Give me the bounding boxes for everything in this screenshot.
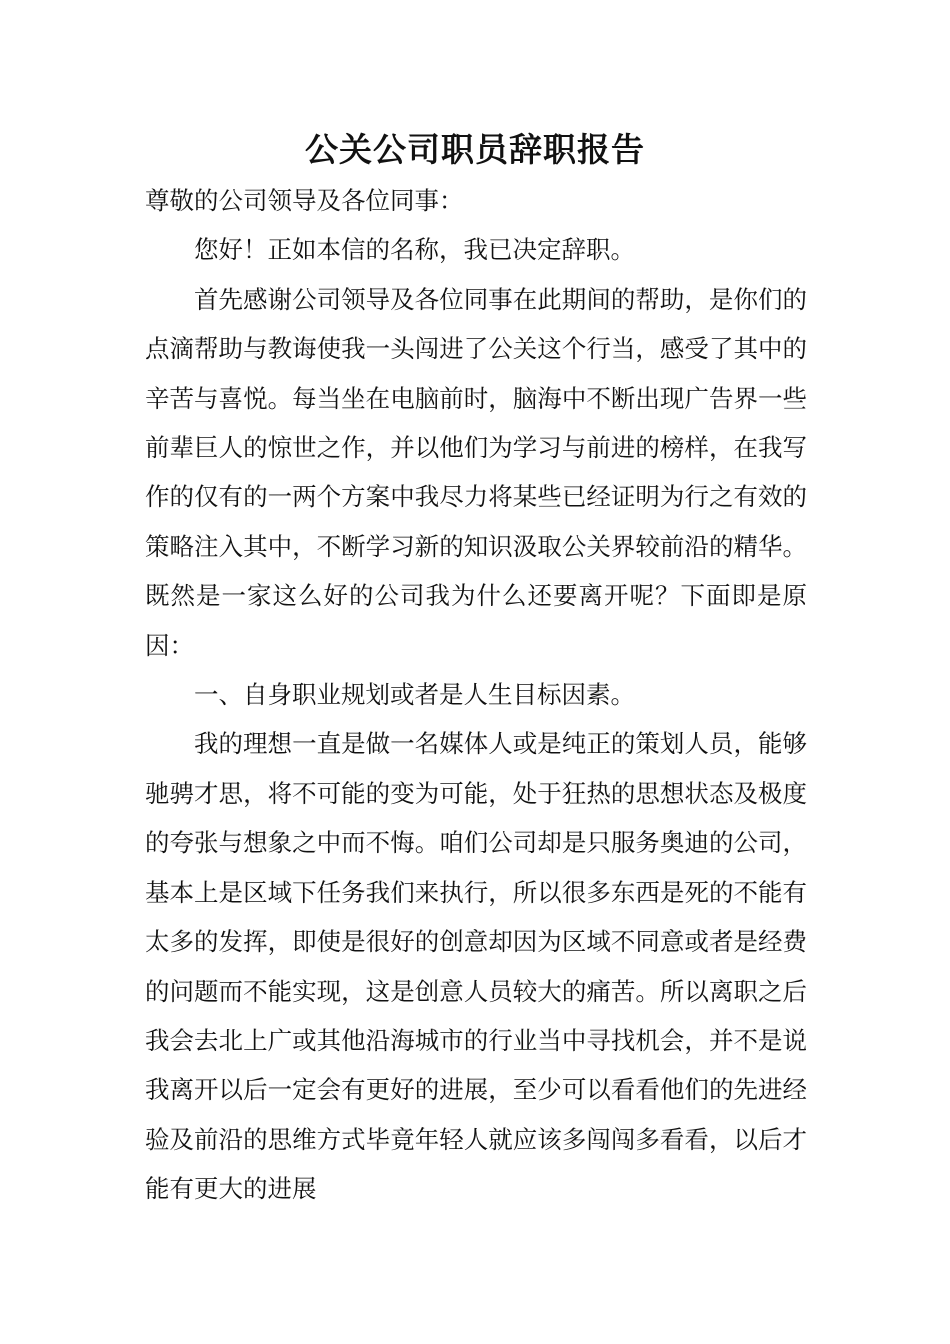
paragraph-thanks: 首先感谢公司领导及各位同事在此期间的帮助，是你们的点滴帮助与教诲使我一头闯进了公关这个行当，感受了其中的辛苦与喜悦。每当坐在电脑前时，脑海中不断出现广告界一些前辈巨人的惊世之作，并以他们为学习与前进的榜样，在我写作的仅有的一两个方案中我尽力将某些已经证明为行之有效的策略注入其中，不断学习新的知识汲取公关界较前沿的精华。既然是一家这么好的公司我为什么还要离开呢？下面即是原因： [145,284,807,660]
paragraph-reason-heading: 一、自身职业规划或者是人生目标因素。 [194,680,635,710]
paragraph-reason-detail: 我的理想一直是做一名媒体人或是纯正的策划人员，能够驰骋才思，将不可能的变为可能，处于狂热的思想状态及极度的夸张与想象之中而不悔。咱们公司却是只服务奥迪的公司，基本上是区域下任务我们来执行，所以很多东西是死的不能有太多的发挥，即使是很好的创意却因为区域不同意或者是经费的问题而不能实现，这是创意人员较大的痛苦。所以离职之后我会去北上广或其他沿海城市的行业当中寻找机会，并不是说我离开以后一定会有更好的进展，至少可以看看他们的先进经验及前沿的思维方式毕竟年轻人就应该多闯闯多看看，以后才能有更大的进展 [145,729,807,1204]
document-body [145,176,807,1214]
paragraph-greeting: 您好！正如本信的名称，我已决定辞职。 [194,235,635,265]
salutation: 尊敬的公司领导及各位同事： [145,186,464,215]
document-title: 公关公司职员辞职报告 [305,130,645,169]
